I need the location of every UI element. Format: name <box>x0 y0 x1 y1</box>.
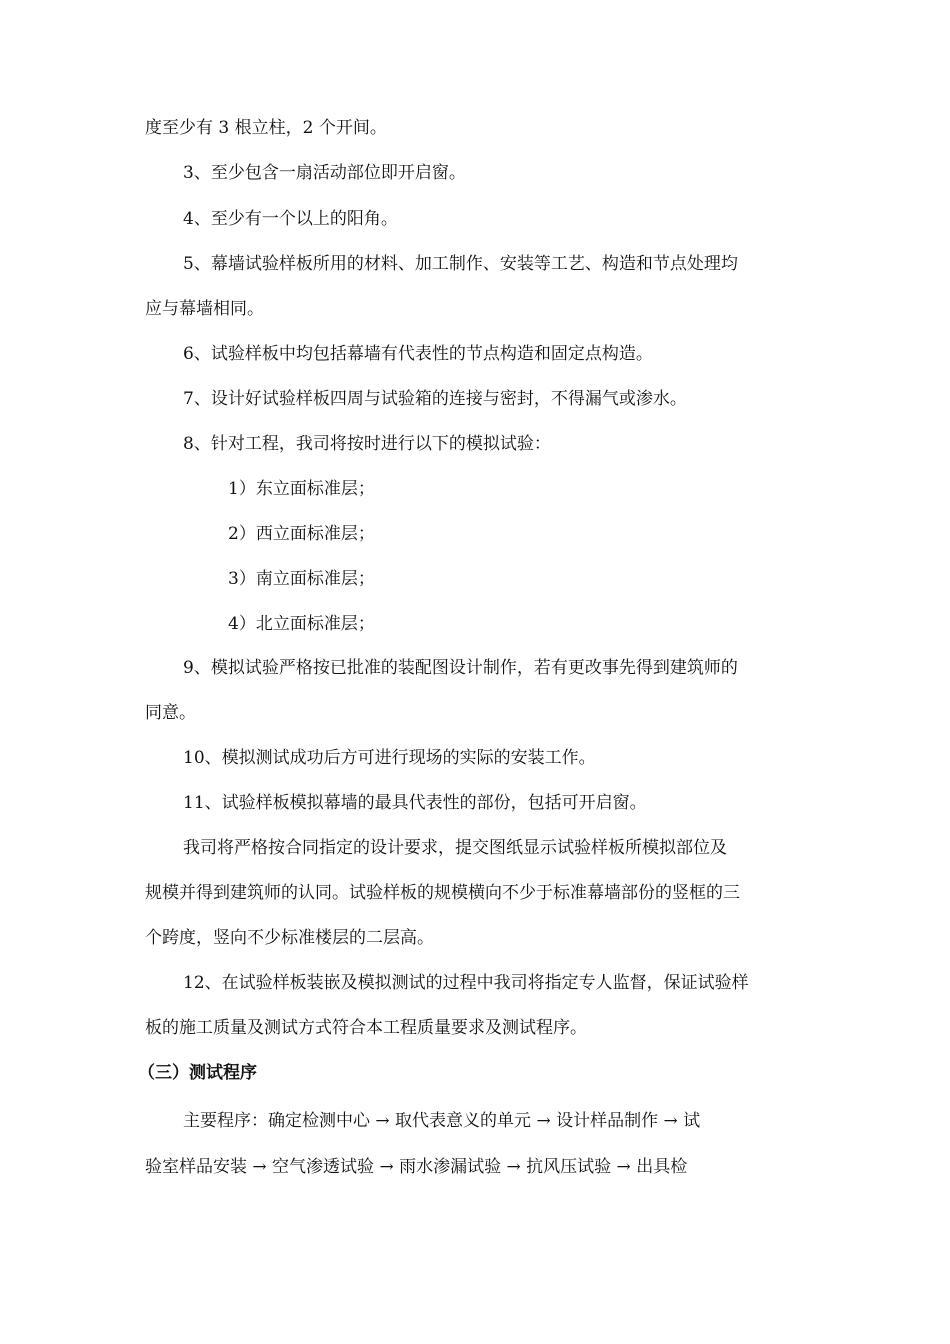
list-item-3: 3、至少包含一扇活动部位即开启窗。 <box>183 163 466 183</box>
list-item-6: 6、试验样板中均包括幕墙有代表性的节点构造和固定点构造。 <box>183 344 653 364</box>
section-heading: （三）测试程序 <box>138 1063 257 1083</box>
list-item-7: 7、设计好试验样板四周与试验箱的连接与密封，不得漏气或渗水。 <box>183 389 687 409</box>
list-item-10: 10、模拟测试成功后方可进行现场的实际的安装工作。 <box>183 748 596 768</box>
paragraph-line: 度至少有 3 根立柱，2 个开间。 <box>145 118 387 138</box>
paragraph-line: 应与幕墙相同。 <box>145 299 264 319</box>
list-item-8: 8、针对工程，我司将按时进行以下的模拟试验： <box>183 434 551 454</box>
list-item-5: 5、幕墙试验样板所用的材料、加工制作、安装等工艺、构造和节点处理均 <box>183 254 738 274</box>
paragraph-line: 我司将严格按合同指定的设计要求，提交图纸显示试验样板所模拟部位及 <box>183 838 727 858</box>
sub-item-1: 1）东立面标准层； <box>228 479 375 499</box>
paragraph-line: 个跨度，竖向不少标准楼层的二层高。 <box>145 928 434 948</box>
process-line: 主要程序：确定检测中心 → 取代表意义的单元 → 设计样品制作 → 试 <box>183 1111 701 1131</box>
paragraph-line: 规模并得到建筑师的认同。试验样板的规模横向不少于标准幕墙部份的竖框的三 <box>145 883 740 903</box>
list-item-4: 4、至少有一个以上的阳角。 <box>183 209 398 229</box>
paragraph-line: 同意。 <box>145 703 196 723</box>
list-item-11: 11、试验样板模拟幕墙的最具代表性的部份，包括可开启窗。 <box>183 793 647 813</box>
process-line: 验室样品安装 → 空气渗透试验 → 雨水渗漏试验 → 抗风压试验 → 出具检 <box>145 1157 688 1177</box>
sub-item-2: 2）西立面标准层； <box>228 524 375 544</box>
list-item-12: 12、在试验样板装嵌及模拟测试的过程中我司将指定专人监督，保证试验样 <box>183 973 749 993</box>
paragraph-line: 板的施工质量及测试方式符合本工程质量要求及测试程序。 <box>145 1018 587 1038</box>
list-item-9: 9、模拟试验严格按已批准的装配图设计制作，若有更改事先得到建筑师的 <box>183 658 738 678</box>
sub-item-3: 3）南立面标准层； <box>228 569 375 589</box>
sub-item-4: 4）北立面标准层； <box>228 614 375 634</box>
